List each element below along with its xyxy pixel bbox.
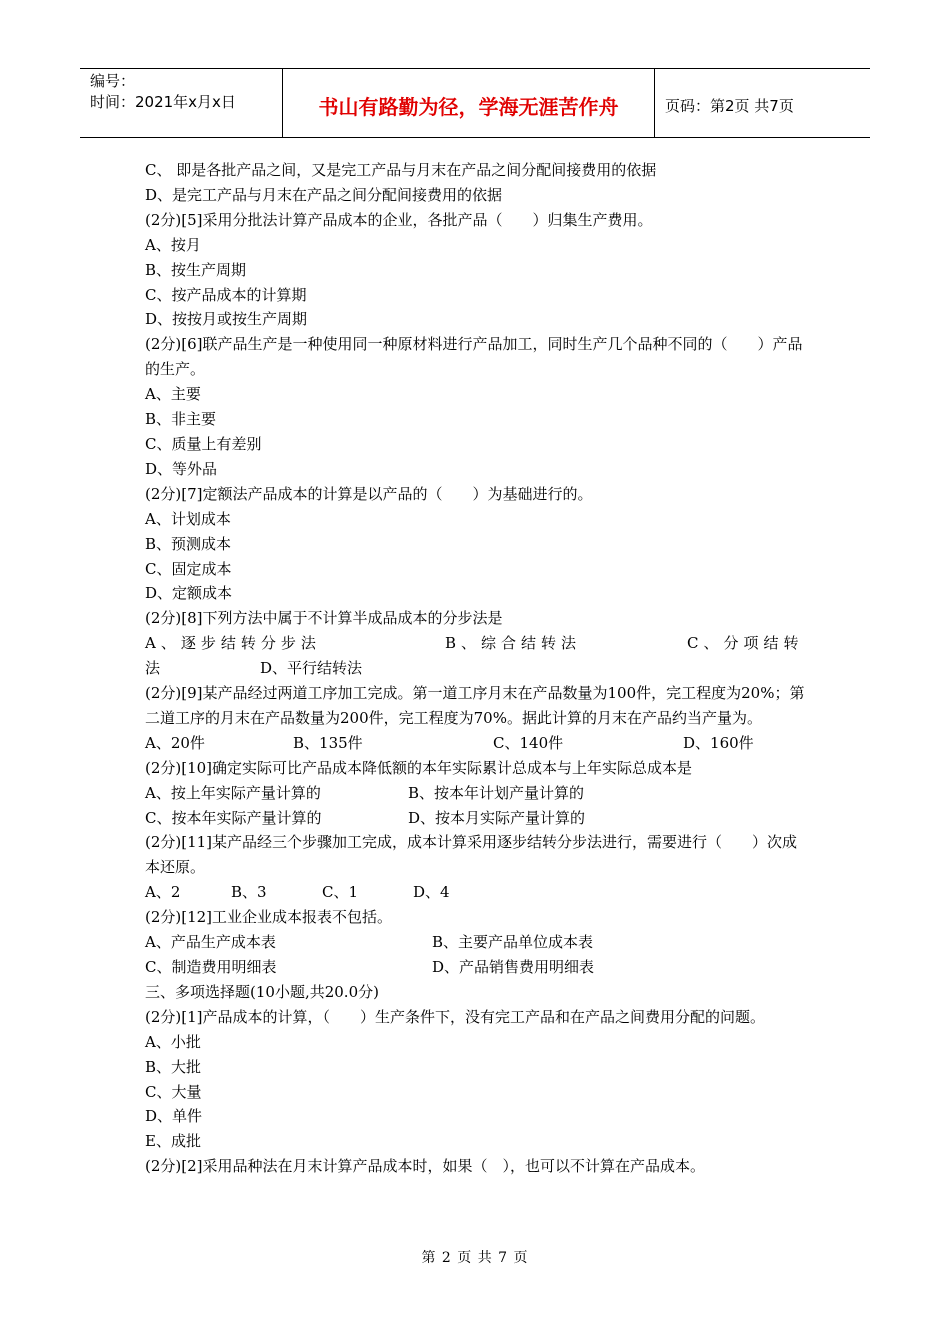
options-row [145,781,810,806]
option-d: D、产品销售费用明细表 [432,958,595,976]
option-a: A、20件 [145,733,205,752]
option-line: A、主要 [145,385,201,404]
option-b: B、135件 [293,733,363,752]
option-line: B、非主要 [145,410,217,429]
option-line: C、质量上有差别 [145,434,262,453]
option-line: E、成批 [145,1132,201,1151]
option-a: A、逐步结转分步法 [145,634,321,653]
page-footer: 第 2 页 共 7 页 [421,1250,529,1266]
option-c-continued: 法 [145,659,161,678]
question-line: (2分)[9]某产品经过两道工序加工完成。第一道工序月末在产品数量为100件，完工程度为20%；第二道工序的月末在产品数量为200件，完工程度为70%。据此计算的月末在产品约当产量为。 [145,684,805,727]
option-c: C、1 [322,883,359,902]
option-line: D、单件 [145,1107,203,1126]
option-b: B、按本年计划产量计算的 [408,783,585,802]
option-line: D、定额成本 [145,584,233,603]
option-line: A、计划成本 [145,509,231,528]
option-a: A、2 [145,883,181,902]
time-label: 时间：2021年x月x日 [90,93,236,111]
question-line: (2分)[5]采用分批法计算产品成本的企业，各批产品（ ）归集生产费用。 [145,210,653,229]
option-line: D、是完工产品与月末在产品之间分配间接费用的依据 [145,185,503,204]
option-line: B、大批 [145,1057,202,1076]
option-line: C、大量 [145,1082,202,1101]
option-b: B、3 [231,883,267,902]
option-line: D、按按月或按生产周期 [145,310,308,329]
question-line: (2分)[11]某产品经三个步骤加工完成，成本计算采用逐步结转分步法进行，需要进行（ ）次成本还原。 [145,833,798,877]
question-line: (2分)[8]下列方法中属于不计算半成品成本的分步法是 [145,609,503,628]
question-line: (2分)[12]工业企业成本报表不包括。 [145,908,393,927]
options-row [145,731,810,756]
options-row [145,955,810,980]
option-b: B、主要产品单位成本表 [432,933,594,952]
option-c: C、分项结转 [687,634,804,653]
option-d: D、按本月实际产量计算的 [408,808,586,827]
option-d: D、平行结转法 [260,659,363,678]
header-motto: 书山有路勤为径，学海无涯苦作舟 [283,69,655,137]
option-line: C、 即是各批产品之间，又是完工产品与月末在产品之间分配间接费用的依据 [145,161,657,179]
options-row [145,880,810,905]
option-b: B、综合结转法 [445,634,582,653]
option-a: A、按上年实际产量计算的 [145,783,321,802]
option-line: D、等外品 [145,459,218,478]
section-heading: 三、多项选择题(10小题,共20.0分) [145,982,379,1001]
number-label: 编号： [90,72,136,90]
document-body [145,158,810,1179]
question-line: (2分)[10]确定实际可比产品成本降低额的本年实际累计总成本与上年实际总成本是 [145,758,693,777]
header-page-label: 页码：第2页 共7页 [665,96,794,115]
question-line: (2分)[7]定额法产品成本的计算是以产品的（ ）为基础进行的。 [145,484,593,503]
options-row [145,631,810,656]
question-line: (2分)[6]联产品生产是一种使用同一种原材料进行产品加工，同时生产几个品种不同的（ ）产品的生产。 [145,335,803,379]
option-d: D、4 [413,883,450,902]
question-line: (2分)[2]采用品种法在月末计算产品成本时，如果（ ），也可以不计算在产品成本。 [145,1157,705,1176]
option-c: C、制造费用明细表 [145,958,277,976]
option-line: A、按月 [145,235,201,254]
options-row [145,930,810,955]
option-c: C、140件 [493,733,564,752]
option-c: C、按本年实际产量计算的 [145,808,322,827]
question-line: (2分)[1]产品成本的计算，（ ）生产条件下，没有完工产品和在产品之间费用分配的问题。 [145,1007,765,1026]
option-line: B、预测成本 [145,534,232,553]
option-a: A、产品生产成本表 [145,933,276,952]
option-line: B、按生产周期 [145,260,247,279]
page-header [80,68,870,138]
option-line: C、按产品成本的计算期 [145,285,307,304]
option-line: C、固定成本 [145,559,232,578]
options-row [145,656,810,681]
option-d: D、160件 [683,733,754,752]
options-row [145,806,810,831]
option-line: A、小批 [145,1032,201,1051]
header-meta [80,69,283,137]
